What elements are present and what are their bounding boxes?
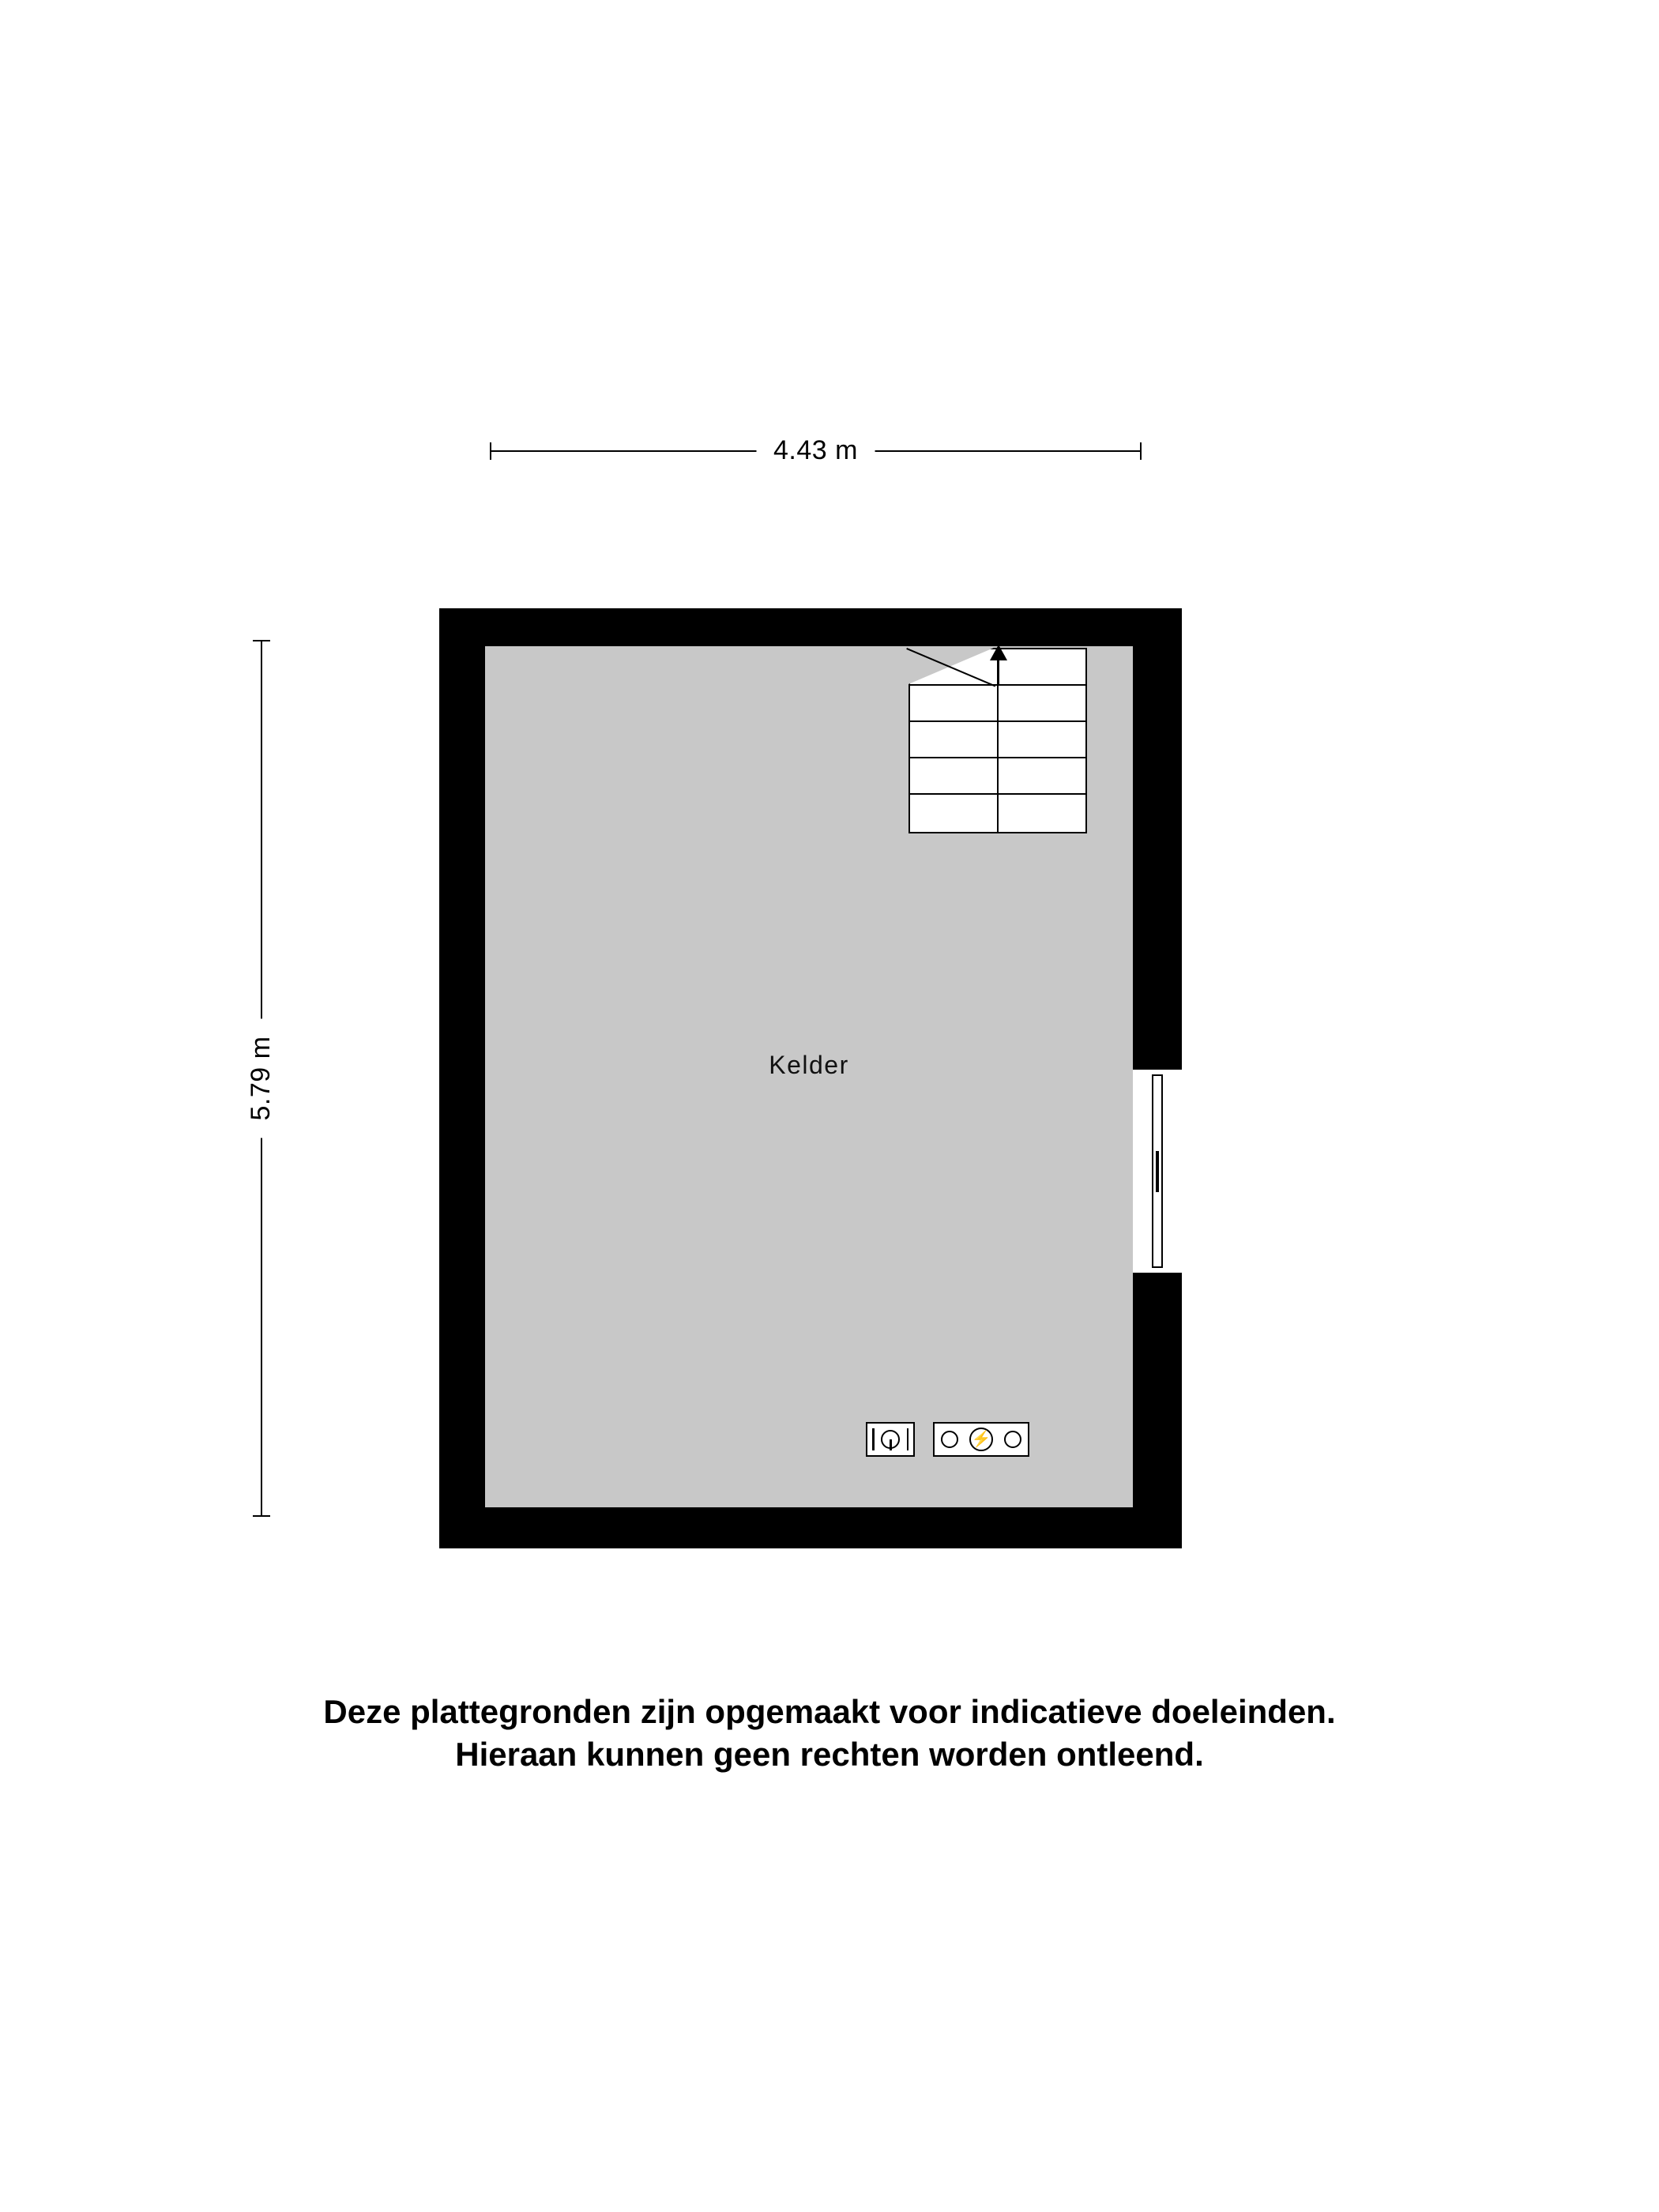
light-edge-left <box>872 1428 875 1450</box>
dimension-width-tick-left <box>490 442 491 460</box>
door-single-icon <box>1152 1074 1163 1268</box>
dimension-height-tick-bottom <box>253 1515 270 1517</box>
disclaimer-text <box>0 1691 1659 1776</box>
dimension-width-tick-right <box>1140 442 1142 460</box>
electric-bolt: ⚡ <box>969 1428 993 1451</box>
arrow-head <box>990 645 1007 660</box>
room-label-kelder: Kelder <box>769 1051 849 1079</box>
staircase-up-icon <box>908 648 1087 833</box>
floorplan-drawing <box>439 608 1182 1548</box>
electric-ring-left <box>941 1431 958 1448</box>
dimension-height <box>237 640 284 1517</box>
light-bulb <box>881 1430 900 1449</box>
light-edge-right <box>907 1428 909 1450</box>
light-fixture-icon <box>866 1422 915 1457</box>
door-frame-top <box>1133 1066 1182 1070</box>
dimension-height-label: 5.79 m <box>243 1019 278 1138</box>
dimension-width-label: 4.43 m <box>756 433 875 468</box>
disclaimer-line-2: Hieraan kunnen geen rechten worden ontleend. <box>455 1735 1204 1773</box>
electric-meter-icon <box>933 1422 1029 1457</box>
dimension-width <box>490 411 1142 465</box>
arrow-shaft <box>997 657 999 684</box>
electric-ring-right <box>1004 1431 1021 1448</box>
disclaimer-line-1: Deze plattegronden zijn opgemaakt voor indicatieve doeleinden. <box>323 1693 1336 1730</box>
door-frame-bottom <box>1133 1273 1182 1276</box>
dimension-height-tick-top <box>253 640 270 641</box>
